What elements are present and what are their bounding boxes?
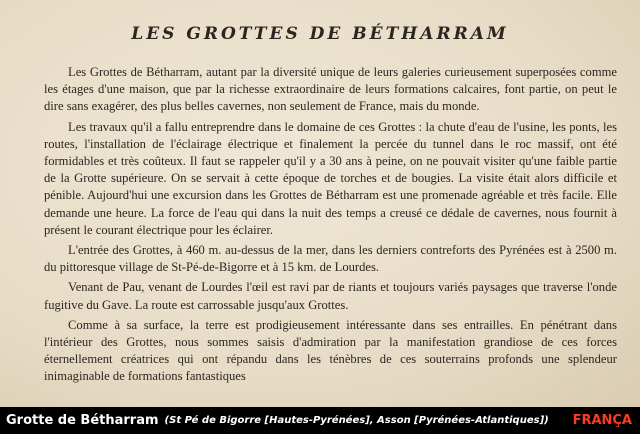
document-title: LES GROTTES DE BÉTHARRAM (131, 24, 509, 44)
paragraph-2: Les travaux qu'il a fallu entreprendre dans le domaine de ces Grottes : la chute d'eau de l'usine, les ponts, les routes, l'installation de l'éclairage électrique et finalement la percée du tunnel dans le roc massif, ont été formidables et très coûteux. Il faut se rappeler qu'il y a 30 ans à peine, on ne pouvait visiter qu'une faible partie de la Grotte supérieure. On se servait à cette époque de torches et de bougies. La visite était alors difficile et pénible. Aujourd'hui une excursion dans les Grottes de Bétharram est une promenade agréable et très facile. Elle demande une heure. La force de l'eau qui dans la nuit des temps a creusé ce dédale de cavernes, nous fournit à présent le courant électrique pour les éclairer. (44, 119, 617, 237)
paragraph-4: Venant de Pau, venant de Lourdes l'œil est ravi par de riants et toujours variés paysages que traverse l'onde fugitive du Gave. La route est carrossable jusqu'aux Grottes. (44, 280, 617, 312)
paragraph-1: Les Grottes de Bétharram, autant par la diversité unique de leurs galeries curieusement superposées comme les étages d'une maison, que par la richesse extraordinaire de leurs formations calcaires, font partie, on peut le dire sans exagérer, des plus belles cavernes, non seulement de France, mais du monde. (44, 65, 617, 114)
paragraph-5: Comme à sa surface, la terre est prodigieusement intéressante dans ses entrailles. En pénétrant dans l'intérieur des Grottes, nous sommes saisis d'admiration par la manifestation grandiose de ces forces éternellement créatrices qui ont répandu dans les ténèbres de ces souterrains profonds une splendeur inimaginable de formations fantastiques (44, 317, 617, 384)
document-body (44, 64, 617, 389)
paragraph-3: L'entrée des Grottes, à 460 m. au-dessus de la mer, dans les derniers contreforts des Pyrénées est à 2500 m. du pittoresque village de St-Pé-de-Bigorre et à 15 km. de Lourdes. (44, 243, 617, 275)
caption-place: Grotte de Bétharram (6, 413, 159, 428)
caption-country: FRANÇA (572, 413, 632, 428)
caption-bar (0, 407, 640, 434)
caption-location: (St Pé de Bigorre [Hautes-Pyrénées], Asson [Pyrénées-Atlantiques]) (164, 415, 549, 426)
